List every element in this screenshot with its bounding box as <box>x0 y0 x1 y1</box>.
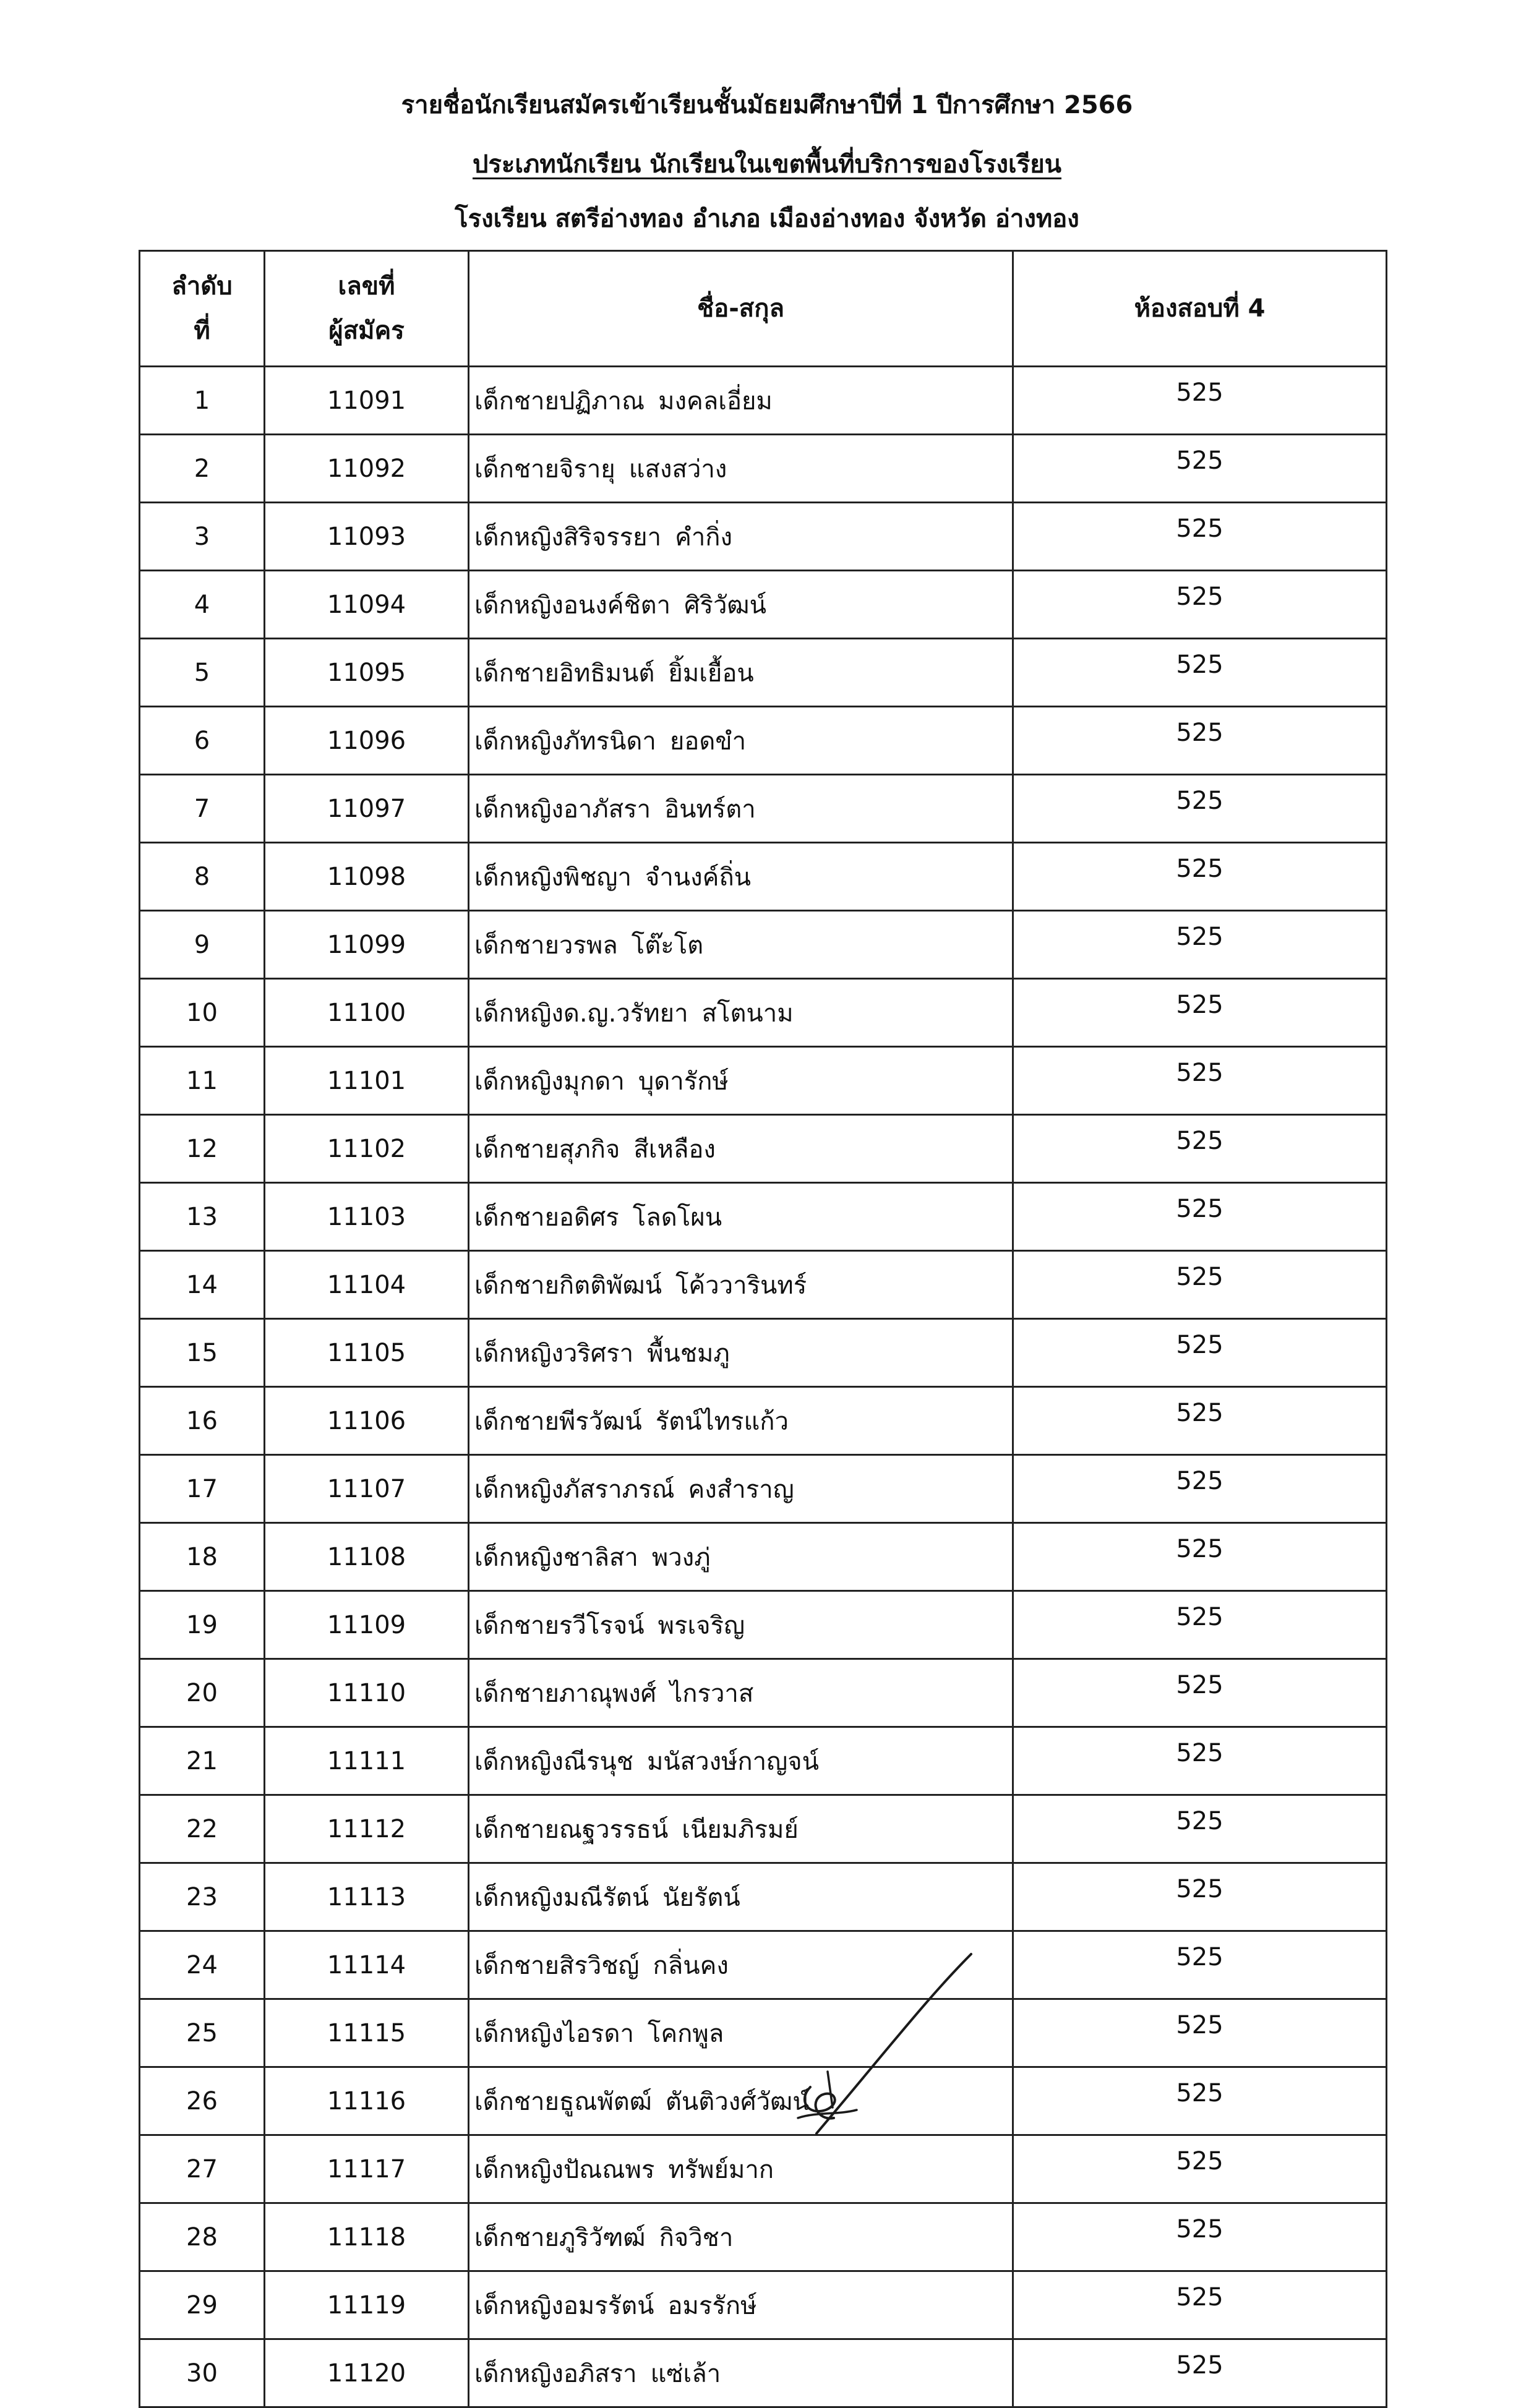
applicant-number-cell: 11092 <box>265 435 469 503</box>
applicant-number-cell: 11096 <box>265 707 469 775</box>
student-first-name: เด็กชายสุภกิจ <box>474 1135 620 1164</box>
table-row <box>140 1523 1387 1591</box>
exam-room-cell: 525 <box>1013 1659 1387 1727</box>
order-cell: 8 <box>140 843 265 911</box>
student-first-name: เด็กหญิงชาลิสา <box>474 1543 638 1572</box>
exam-room-cell: 525 <box>1013 2271 1387 2339</box>
student-last-name: อมรรักษ์ <box>667 2291 757 2320</box>
table-row <box>140 707 1387 775</box>
table-row <box>140 1455 1387 1523</box>
student-name-cell <box>469 503 1013 571</box>
order-cell: 3 <box>140 503 265 571</box>
table-row <box>140 2135 1387 2203</box>
student-name-cell <box>469 1659 1013 1727</box>
student-last-name: โลดโผน <box>632 1203 722 1232</box>
student-last-name: นัยรัตน์ <box>662 1883 740 1912</box>
student-last-name: จำนงค์ถิ่น <box>645 863 751 892</box>
student-type-heading: ประเภทนักเรียน นักเรียนในเขตพื้นที่บริการของโรงเรียน <box>472 150 1061 179</box>
exam-room-cell: 525 <box>1013 1863 1387 1931</box>
exam-room-cell: 525 <box>1013 1455 1387 1523</box>
exam-room-cell: 525 <box>1013 639 1387 707</box>
applicant-number-cell: 11107 <box>265 1455 469 1523</box>
student-first-name: เด็กชายภูริวัฑฒ์ <box>474 2223 646 2252</box>
exam-room-cell: 525 <box>1013 1387 1387 1455</box>
exam-room-cell: 525 <box>1013 571 1387 639</box>
table-row <box>140 775 1387 843</box>
table-row <box>140 1047 1387 1115</box>
exam-room-cell: 525 <box>1013 911 1387 979</box>
column-header-applicant-line1: เลขที่ <box>338 272 395 301</box>
applicant-number-cell: 11112 <box>265 1795 469 1863</box>
order-cell: 28 <box>140 2203 265 2271</box>
student-first-name: เด็กหญิงปัณณพร <box>474 2155 655 2184</box>
order-cell: 24 <box>140 1931 265 1999</box>
student-name-cell <box>469 1251 1013 1319</box>
exam-room-cell: 525 <box>1013 2339 1387 2407</box>
order-cell: 7 <box>140 775 265 843</box>
exam-room-cell: 525 <box>1013 1183 1387 1251</box>
exam-room-cell: 525 <box>1013 503 1387 571</box>
applicant-number-cell: 11111 <box>265 1727 469 1795</box>
table-row <box>140 1999 1387 2067</box>
order-cell: 23 <box>140 1863 265 1931</box>
student-last-name: โคกพูล <box>647 2019 724 2048</box>
table-row <box>140 1795 1387 1863</box>
student-name-cell <box>469 435 1013 503</box>
applicant-number-cell: 11119 <box>265 2271 469 2339</box>
applicant-number-cell: 11114 <box>265 1931 469 1999</box>
student-first-name: เด็กชายอดิศร <box>474 1203 619 1232</box>
table-row <box>140 503 1387 571</box>
student-first-name: เด็กชายวรพล <box>474 931 618 960</box>
order-cell: 17 <box>140 1455 265 1523</box>
order-cell: 20 <box>140 1659 265 1727</box>
order-cell: 10 <box>140 979 265 1047</box>
student-first-name: เด็กชายปฏิภาณ <box>474 386 645 416</box>
student-first-name: เด็กหญิงภัทรนิดา <box>474 727 656 756</box>
applicant-number-cell: 11095 <box>265 639 469 707</box>
student-last-name: มนัสวงษ์กาญจน์ <box>646 1747 819 1776</box>
exam-room-cell: 525 <box>1013 2135 1387 2203</box>
student-last-name: ตันติวงศ์วัฒน์ <box>665 2087 810 2116</box>
student-last-name: ทรัพย์มาก <box>668 2155 774 2184</box>
order-cell: 6 <box>140 707 265 775</box>
exam-room-cell: 525 <box>1013 1591 1387 1659</box>
table-row <box>140 1319 1387 1387</box>
signature-mark <box>773 1948 996 2152</box>
table-row <box>140 2271 1387 2339</box>
exam-room-cell: 525 <box>1013 2067 1387 2135</box>
student-first-name: เด็กชายภาณุพงศ์ <box>474 1679 657 1708</box>
table-row <box>140 1863 1387 1931</box>
student-first-name: เด็กชายอิทธิมนต์ <box>474 659 655 688</box>
order-cell: 16 <box>140 1387 265 1455</box>
exam-room-cell: 525 <box>1013 979 1387 1047</box>
student-last-name: สีเหลือง <box>633 1135 716 1164</box>
order-cell: 1 <box>140 367 265 435</box>
table-row <box>140 1251 1387 1319</box>
order-cell: 12 <box>140 1115 265 1183</box>
order-cell: 25 <box>140 1999 265 2067</box>
exam-room-cell: 525 <box>1013 1931 1387 1999</box>
table-row <box>140 435 1387 503</box>
student-first-name: เด็กหญิงอนงค์ชิตา <box>474 591 671 620</box>
student-first-name: เด็กชายพีรวัฒน์ <box>474 1407 642 1436</box>
applicant-number-cell: 11102 <box>265 1115 469 1183</box>
applicant-number-cell: 11117 <box>265 2135 469 2203</box>
student-name-cell <box>469 1455 1013 1523</box>
document-title: รายชื่อนักเรียนสมัครเข้าเรียนชั้นมัธยมศึกษาปีที่ 1 ปีการศึกษา 2566 <box>401 91 1133 119</box>
exam-room-cell: 525 <box>1013 435 1387 503</box>
applicant-number-cell: 11091 <box>265 367 469 435</box>
exam-room-cell: 525 <box>1013 1047 1387 1115</box>
column-header-order-line1: ลำดับ <box>171 272 233 301</box>
order-cell: 19 <box>140 1591 265 1659</box>
exam-room-cell: 525 <box>1013 1999 1387 2067</box>
student-last-name: คำกิ่ง <box>675 523 733 552</box>
student-name-cell <box>469 2203 1013 2271</box>
order-cell: 21 <box>140 1727 265 1795</box>
table-row <box>140 367 1387 435</box>
table-row <box>140 571 1387 639</box>
student-last-name: แซ่เล้า <box>650 2359 721 2388</box>
order-cell: 13 <box>140 1183 265 1251</box>
column-header-order <box>140 251 265 367</box>
table-row <box>140 1931 1387 1999</box>
exam-room-cell: 525 <box>1013 775 1387 843</box>
order-cell: 26 <box>140 2067 265 2135</box>
applicant-number-cell: 11101 <box>265 1047 469 1115</box>
student-last-name: รัตน์ไทรแก้ว <box>655 1407 789 1436</box>
table-body <box>140 367 1387 2407</box>
student-name-cell <box>469 367 1013 435</box>
exam-room-cell: 525 <box>1013 1727 1387 1795</box>
applicant-number-cell: 11094 <box>265 571 469 639</box>
applicant-number-cell: 11116 <box>265 2067 469 2135</box>
student-first-name: เด็กชายธูณพัตฒ์ <box>474 2087 652 2116</box>
student-name-cell <box>469 979 1013 1047</box>
order-cell: 29 <box>140 2271 265 2339</box>
applicant-number-cell: 11118 <box>265 2203 469 2271</box>
student-last-name: แสงสว่าง <box>628 455 727 484</box>
order-cell: 2 <box>140 435 265 503</box>
exam-room-cell: 525 <box>1013 367 1387 435</box>
student-first-name: เด็กหญิงภัสราภรณ์ <box>474 1475 675 1504</box>
table-row <box>140 2203 1387 2271</box>
student-last-name: เนียมภิรมย์ <box>682 1815 799 1844</box>
exam-room-cell: 525 <box>1013 1251 1387 1319</box>
order-cell: 5 <box>140 639 265 707</box>
student-last-name: ยิ้มเยื้อน <box>668 659 754 688</box>
applicant-number-cell: 11097 <box>265 775 469 843</box>
exam-room-cell: 525 <box>1013 707 1387 775</box>
order-cell: 22 <box>140 1795 265 1863</box>
student-last-name: กลิ่นคง <box>653 1951 729 1980</box>
table-row <box>140 1591 1387 1659</box>
table-row <box>140 1183 1387 1251</box>
student-name-cell <box>469 1319 1013 1387</box>
column-header-order-line2: ที่ <box>194 317 210 345</box>
student-last-name: พวงภู่ <box>651 1543 711 1572</box>
applicant-number-cell: 11093 <box>265 503 469 571</box>
applicant-number-cell: 11108 <box>265 1523 469 1591</box>
student-first-name: เด็กชายรวีโรจน์ <box>474 1611 645 1640</box>
student-name-cell <box>469 1523 1013 1591</box>
table-row <box>140 911 1387 979</box>
student-last-name: อินทร์ตา <box>664 795 756 824</box>
order-cell: 11 <box>140 1047 265 1115</box>
column-header-applicant-line2: ผู้สมัคร <box>328 317 405 345</box>
applicant-number-cell: 11105 <box>265 1319 469 1387</box>
student-name-cell <box>469 1115 1013 1183</box>
student-last-name: สโตนาม <box>701 999 794 1028</box>
student-first-name: เด็กหญิงสิริจรรยา <box>474 523 662 552</box>
student-first-name: เด็กชายสิรวิชญ์ <box>474 1951 640 1980</box>
student-last-name: ศิริวัฒน์ <box>684 591 766 620</box>
order-cell: 14 <box>140 1251 265 1319</box>
student-last-name: โต๊ะโต <box>631 931 704 960</box>
table-row <box>140 843 1387 911</box>
student-first-name: เด็กหญิงอมรรัตน์ <box>474 2291 654 2320</box>
student-first-name: เด็กชายกิตติพัฒน์ <box>474 1271 662 1300</box>
student-last-name: พื้นชมภู <box>647 1339 730 1368</box>
student-last-name: พรเจริญ <box>658 1611 745 1640</box>
applicant-number-cell: 11099 <box>265 911 469 979</box>
student-last-name: โค้ววารินทร์ <box>675 1271 807 1300</box>
table-row <box>140 979 1387 1047</box>
table-header-row <box>140 251 1387 367</box>
student-first-name: เด็กหญิงไอรดา <box>474 2019 634 2048</box>
student-first-name: เด็กหญิงณีรนุช <box>474 1747 633 1776</box>
exam-room-cell: 525 <box>1013 843 1387 911</box>
student-name-cell <box>469 1591 1013 1659</box>
student-name-cell <box>469 2271 1013 2339</box>
exam-room-cell: 525 <box>1013 1319 1387 1387</box>
student-last-name: คงสำราญ <box>688 1475 794 1504</box>
order-cell: 9 <box>140 911 265 979</box>
student-name-cell <box>469 1387 1013 1455</box>
exam-room-cell: 525 <box>1013 1115 1387 1183</box>
applicant-number-cell: 11106 <box>265 1387 469 1455</box>
order-cell: 30 <box>140 2339 265 2407</box>
applicant-number-cell: 11103 <box>265 1183 469 1251</box>
applicant-number-cell: 11115 <box>265 1999 469 2067</box>
order-cell: 4 <box>140 571 265 639</box>
applicant-number-cell: 11104 <box>265 1251 469 1319</box>
applicant-number-cell: 11113 <box>265 1863 469 1931</box>
school-location-heading: โรงเรียน สตรีอ่างทอง อำเภอ เมืองอ่างทอง จังหวัด อ่างทอง <box>455 205 1079 233</box>
table-row <box>140 639 1387 707</box>
student-last-name: กิจวิชา <box>659 2223 734 2252</box>
student-name-cell <box>469 1183 1013 1251</box>
student-name-cell <box>469 707 1013 775</box>
applicant-number-cell: 11110 <box>265 1659 469 1727</box>
student-last-name: บุดารักษ์ <box>638 1067 729 1096</box>
applicant-number-cell: 11120 <box>265 2339 469 2407</box>
student-name-cell <box>469 911 1013 979</box>
student-name-cell <box>469 1863 1013 1931</box>
student-first-name: เด็กหญิงมณีรัตน์ <box>474 1883 649 1912</box>
table-row <box>140 1659 1387 1727</box>
student-last-name: ไกรวาส <box>670 1679 754 1708</box>
exam-room-cell: 525 <box>1013 1795 1387 1863</box>
student-name-cell <box>469 2339 1013 2407</box>
student-name-cell <box>469 571 1013 639</box>
student-first-name: เด็กหญิงพิชญา <box>474 863 632 892</box>
student-last-name: ยอดขำ <box>669 727 747 756</box>
exam-room-cell: 525 <box>1013 1523 1387 1591</box>
student-first-name: เด็กหญิงวริศรา <box>474 1339 634 1368</box>
applicant-table <box>139 250 1387 2408</box>
student-first-name: เด็กหญิงด.ญ.วรัทยา <box>474 999 688 1028</box>
student-first-name: เด็กหญิงมุกดา <box>474 1067 625 1096</box>
applicant-number-cell: 11100 <box>265 979 469 1047</box>
student-first-name: เด็กชายณฐวรรธน์ <box>474 1815 669 1844</box>
order-cell: 18 <box>140 1523 265 1591</box>
table-row <box>140 2339 1387 2407</box>
table-row <box>140 1115 1387 1183</box>
student-name-cell <box>469 639 1013 707</box>
order-cell: 15 <box>140 1319 265 1387</box>
table-row <box>140 1387 1387 1455</box>
exam-room-cell: 525 <box>1013 2203 1387 2271</box>
student-name-cell <box>469 1795 1013 1863</box>
student-name-cell <box>469 843 1013 911</box>
student-name-cell <box>469 775 1013 843</box>
student-last-name: มงคลเอี่ยม <box>658 386 773 416</box>
column-header-applicant-number <box>265 251 469 367</box>
student-first-name: เด็กชายจิรายุ <box>474 455 615 484</box>
student-first-name: เด็กหญิงอาภัสรา <box>474 795 651 824</box>
order-cell: 27 <box>140 2135 265 2203</box>
applicant-number-cell: 11098 <box>265 843 469 911</box>
table-row <box>140 1727 1387 1795</box>
student-first-name: เด็กหญิงอภิสรา <box>474 2359 637 2388</box>
student-name-cell <box>469 1727 1013 1795</box>
student-name-cell <box>469 1047 1013 1115</box>
applicant-number-cell: 11109 <box>265 1591 469 1659</box>
column-header-exam-room: ห้องสอบที่ 4 <box>1013 251 1387 367</box>
table-row <box>140 2067 1387 2135</box>
column-header-name: ชื่อ-สกุล <box>469 251 1013 367</box>
